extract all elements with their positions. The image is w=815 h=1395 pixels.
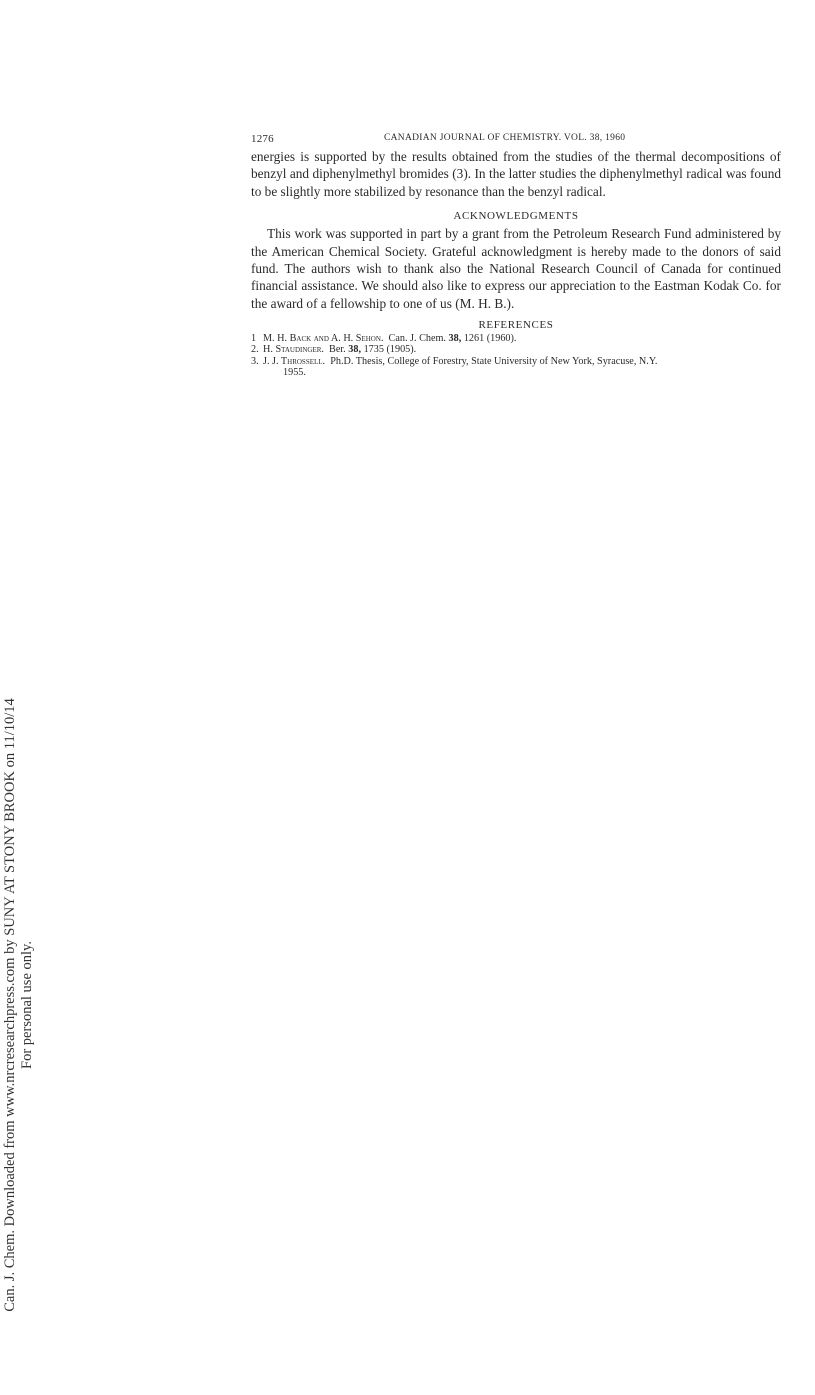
reference-pages-year: 1261 (1960). — [463, 333, 517, 345]
reference-number: 2. — [251, 344, 259, 356]
reference-item — [251, 333, 781, 344]
journal-page — [251, 130, 781, 378]
reference-authors: J. J. Throssell. — [263, 355, 326, 367]
journal-title: CANADIAN JOURNAL OF CHEMISTRY. VOL. 38, 1960 — [384, 133, 626, 143]
running-head — [251, 130, 781, 148]
reference-volume: 38, — [348, 344, 362, 356]
reference-journal: Ph.D. Thesis, College of Forestry, State University of New York, Syracuse, N.Y. — [330, 355, 658, 367]
reference-item — [251, 344, 781, 355]
acknowledgments-paragraph: This work was supported in part by a grant from the Petroleum Research Fund administered by the American Chemical Society. Grateful acknowledgment is hereby made to the donors of said fund. The authors wish to thank also the National Research Council of Canada for continued financial assistance. We should also like to express our appreciation to the Eastman Kodak Co. for the award of a fellowship to one of us (M. H. B.). — [251, 226, 781, 311]
reference-journal: Can. J. Chem. — [388, 333, 446, 345]
reference-number: 1 — [251, 333, 257, 345]
reference-item — [251, 356, 781, 378]
page-number: 1276 — [251, 133, 274, 145]
reference-journal: Ber. — [329, 344, 346, 356]
acknowledgments-heading: ACKNOWLEDGMENTS — [453, 210, 579, 223]
reference-authors: M. H. Back and A. H. Sehon. — [263, 333, 384, 345]
watermark-line-2: For personal use only. — [19, 941, 35, 1069]
references-heading: REFERENCES — [478, 319, 554, 332]
watermark-line-1: Can. J. Chem. Downloaded from www.nrcresearchpress.com by SUNY AT STONY BROOK on 11/10/14 — [2, 698, 18, 1312]
reference-pages-year: 1735 (1905). — [363, 344, 417, 356]
reference-pages-year: 1955. — [283, 366, 306, 378]
reference-volume: 38, — [448, 333, 462, 345]
reference-number: 3. — [251, 355, 259, 367]
body-paragraph: energies is supported by the results obtained from the studies of the thermal decompositions of benzyl and diphenylmethyl bromides (3). In the latter studies the diphenylmethyl radical was found to be slightly more stabilized by resonance than the benzyl radical. — [251, 149, 781, 199]
reference-authors: H. Staudinger. — [263, 344, 324, 356]
reference-list — [251, 333, 781, 378]
download-watermark — [2, 615, 36, 1395]
